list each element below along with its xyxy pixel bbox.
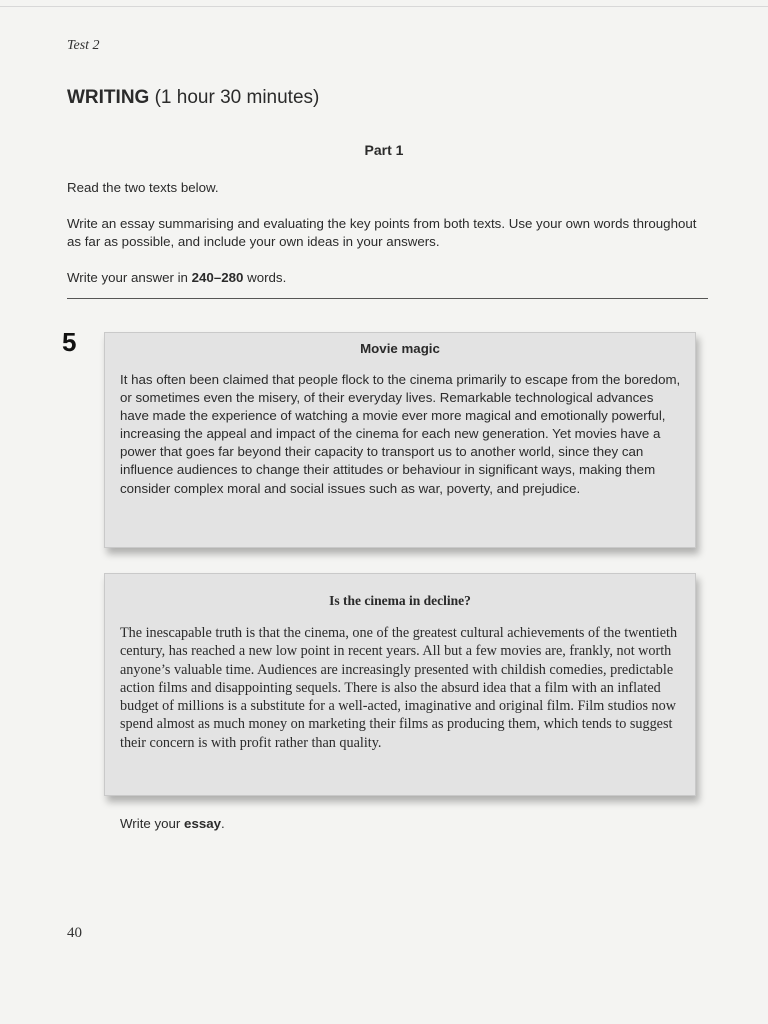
part-heading: Part 1 xyxy=(364,142,404,158)
text-title: Movie magic xyxy=(360,341,440,356)
running-head: Test 2 xyxy=(67,38,100,53)
text-title: Is the cinema in decline? xyxy=(329,593,471,608)
top-rule xyxy=(0,6,768,7)
final-instruction-suffix: . xyxy=(221,816,225,831)
instruction-write-essay: Write an essay summarising and evaluating the key points from both texts. Use your own words throughout as far as possible, and include your own ideas in your answers. xyxy=(67,216,697,249)
text-body: It has often been claimed that people flock to the cinema primarily to escape from the boredom, or sometimes even the misery, of their everyday lives. Remarkable technological advances have made the experience of watching a movie ever more magical and emotionally powerful, increasing the appeal and impact of the cinema for each new generation. Yet movies have a power that goes far beyond their capacity to transport us to another world, since they can influence audiences to change their attitudes or behaviour in significant ways, making them consider complex moral and social issues such as war, poverty, and prejudice. xyxy=(120,372,681,496)
section-title xyxy=(67,87,319,109)
text-box-movie-magic xyxy=(104,332,696,548)
final-instruction xyxy=(120,816,225,831)
question-number: 5 xyxy=(62,327,77,357)
page-number: 40 xyxy=(67,925,82,941)
instruction-read: Read the two texts below. xyxy=(67,180,219,195)
word-count-suffix: words. xyxy=(243,270,287,285)
text-box-cinema-decline xyxy=(104,573,696,796)
separator-line xyxy=(67,298,708,299)
word-count-range: 240–280 xyxy=(191,270,244,285)
section-title-bold: WRITING xyxy=(67,87,150,108)
final-instruction-bold: essay xyxy=(184,816,222,831)
instruction-word-count xyxy=(67,269,712,287)
section-title-duration: (1 hour 30 minutes) xyxy=(149,87,320,108)
word-count-prefix: Write your answer in xyxy=(67,270,192,285)
final-instruction-prefix: Write your xyxy=(120,816,185,831)
text-body: The inescapable truth is that the cinema, one of the greatest cultural achievements of the twentieth century, has reached a new low point in recent years. All but a few movies are, frankly, not worth anyone’s valuable time. Audiences are increasingly presented with childish comedies, predictable action films and disappointing sequels. There is also the absurd idea that a film with an inflated budget of millions is a substitute for a well-acted, imaginative and original film. Film studios now spend almost as much money on marketing their films as producing them, which tends to suggest their concern is with profit rather than quality. xyxy=(120,625,678,751)
